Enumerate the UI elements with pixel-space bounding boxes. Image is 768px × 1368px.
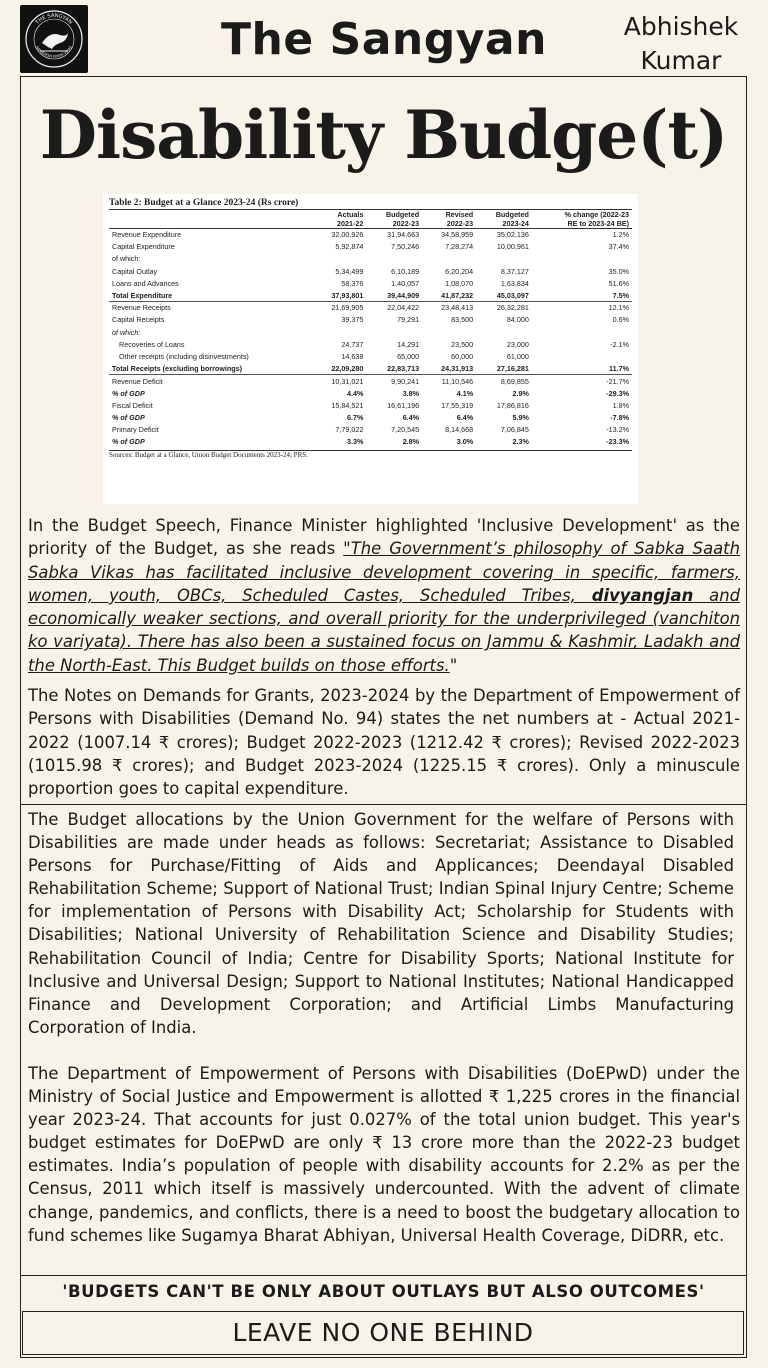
table-row bbox=[109, 411, 632, 423]
table-row bbox=[109, 338, 632, 350]
table-cell: 45,03,097 bbox=[496, 290, 529, 300]
table-cell: 17,86,816 bbox=[496, 400, 529, 410]
table-row bbox=[109, 363, 632, 375]
page-headline: Disability Budge(t) bbox=[39, 96, 728, 174]
table-cell bbox=[532, 350, 632, 362]
table-cell: 35.0% bbox=[608, 266, 629, 276]
table-cell bbox=[532, 253, 632, 265]
column-header-line-1: Actuals bbox=[337, 210, 364, 219]
table-cell: 24,31,913 bbox=[441, 363, 474, 373]
table-row-label: Other receipts (including disinvestments) bbox=[119, 351, 249, 361]
table-cell: 21,69,905 bbox=[331, 303, 364, 313]
table-cell: -2.1% bbox=[610, 339, 629, 349]
table-cell: 8,14,668 bbox=[445, 425, 474, 435]
table-cell: -29.3% bbox=[606, 388, 629, 398]
demands-for-grants-paragraph: The Notes on Demands for Grants, 2023-2024 by the Department of Empowerment of Persons with Disabilities (Demand No. 94) states the net numbers at - Actual 2021-2022 (1007.14 ₹ crores); Budget 2022-2023 (1212.42 ₹ crores); Revised 2022-2023 (1015.98 ₹ crores); and Budget 2023-2024 (1225.15 ₹ crores). Only a minuscule proportion goes to capital expenditure. bbox=[28, 686, 740, 799]
logo-tagline: SAMAVESH NYAYA VIKAS bbox=[34, 45, 74, 59]
table-cell: 41,87,232 bbox=[441, 290, 474, 300]
speech-quote bbox=[28, 539, 740, 674]
table-cell: 24,737 bbox=[341, 339, 364, 349]
slogan: 'BUDGETS CAN'T BE ONLY ABOUT OUTLAYS BUT ALSO OUTCOMES' bbox=[62, 1282, 705, 1301]
table-cell: 61,000 bbox=[506, 351, 529, 361]
table-cell: -7.8% bbox=[610, 412, 629, 422]
table-cell bbox=[366, 326, 422, 338]
speech-quote-bold: divyangjan bbox=[591, 585, 694, 605]
table-cell: 14,291 bbox=[397, 339, 420, 349]
table-row-label: Primary Deficit bbox=[112, 425, 159, 435]
table-cell: 6,10,189 bbox=[391, 266, 420, 276]
table-cell bbox=[366, 253, 422, 265]
table-column-header bbox=[312, 210, 366, 229]
table-cell: 84,000 bbox=[506, 315, 529, 325]
table-cell: 3.0% bbox=[456, 437, 474, 447]
table-row-label: of which: bbox=[112, 327, 141, 337]
table-cell: 9,90,241 bbox=[391, 376, 420, 386]
table-cell: 5.9% bbox=[512, 412, 529, 422]
table-cell: 12.1% bbox=[608, 303, 629, 313]
speech-closing-quote: " bbox=[449, 655, 458, 675]
table-column-header bbox=[109, 210, 312, 229]
table-row bbox=[109, 424, 632, 436]
table-cell: 8,37,127 bbox=[500, 266, 529, 276]
table-cell: 58,376 bbox=[341, 278, 364, 288]
table-row-label: % of GDP bbox=[112, 388, 145, 398]
table-cell: 2.9% bbox=[512, 388, 529, 398]
table-cell: 5,34,499 bbox=[335, 266, 364, 276]
table-cell: 1,40,057 bbox=[391, 278, 420, 288]
budget-speech-paragraph bbox=[28, 514, 740, 677]
table-cell: 1,63,834 bbox=[500, 278, 529, 288]
table-cell: 3.3% bbox=[346, 437, 364, 447]
author-last-name: Kumar bbox=[640, 46, 722, 75]
author-first-name: Abhishek bbox=[623, 12, 739, 41]
table-cell: 14,638 bbox=[341, 351, 364, 361]
table-row-label: Revenue Deficit bbox=[112, 376, 163, 386]
table-cell: 4.4% bbox=[346, 388, 364, 398]
table-cell: 6.4% bbox=[456, 412, 474, 422]
column-header-line-2: 2022-23 bbox=[392, 219, 420, 228]
table-cell: 83,500 bbox=[451, 315, 474, 325]
allocation-heads-paragraph: The Budget allocations by the Union Government for the welfare of Persons with Disabilities are made under heads as follows: Secretariat; Assistance to Disabled Persons for Purchase/Fitting of Aids and Applicances; Deendayal Disabled Rehabilitation Scheme; Support of National Trust; Indian Spinal Injury Centre; Scheme for implementation of Persons with Disability Act; Scholarship for Students with Disabilities; National University of Rehabilitation Science and Disability Studies; Rehabilitation Council of India; Centre for Disability Sports; National Institute for Inclusive and Universal Design; Support to National Institutes; National Handicapped Finance and Development Corporation; and Artificial Limbs Manufacturing Corporation of India. bbox=[28, 810, 734, 1037]
table-cell: 1,08,070 bbox=[445, 278, 474, 288]
table-row-label: Total Receipts (excluding borrowings) bbox=[112, 363, 243, 373]
table-cell: 37,93,801 bbox=[331, 290, 364, 300]
table-cell bbox=[312, 326, 366, 338]
table-cell bbox=[312, 253, 366, 265]
table-cell: -23.3% bbox=[606, 437, 629, 447]
table-cell: -21.7% bbox=[606, 376, 629, 386]
speech-intro: In the Budget Speech, Finance Minister highlighted 'Inclusive Development' as the priority of the Budget, as she reads bbox=[28, 516, 740, 559]
table-cell: -13.2% bbox=[606, 425, 629, 435]
table-cell: 8,69,855 bbox=[500, 376, 529, 386]
table-cell bbox=[422, 253, 476, 265]
table-row bbox=[109, 277, 632, 289]
table-cell: 22,83,713 bbox=[387, 363, 420, 373]
table-cell: 39,375 bbox=[341, 315, 364, 325]
table-row-label: Total Expenditure bbox=[112, 290, 173, 300]
table-cell: 35,02,136 bbox=[496, 230, 529, 240]
table-row-label: of which: bbox=[112, 254, 141, 264]
brand-title: The Sangyan bbox=[221, 14, 547, 65]
table-column-header bbox=[366, 210, 422, 229]
table-cell: 7,06,845 bbox=[500, 425, 529, 435]
column-header-line-2: 2022-23 bbox=[446, 219, 474, 228]
table-cell: 51.6% bbox=[608, 278, 629, 288]
column-header-line-2: 2023-24 bbox=[502, 219, 529, 228]
table-row-label: Revenue Expenditure bbox=[112, 230, 182, 240]
table-cell: 0.6% bbox=[612, 315, 629, 325]
table-cell: 23,500 bbox=[451, 339, 474, 349]
table-row bbox=[109, 399, 632, 411]
table-cell bbox=[476, 253, 532, 265]
logo-text: THE SANGYAN bbox=[34, 12, 74, 26]
table-cell bbox=[476, 326, 532, 338]
table-cell: 16,61,196 bbox=[387, 400, 420, 410]
table-column-header bbox=[532, 210, 632, 229]
table-cell: 2.8% bbox=[402, 437, 420, 447]
table-cell: 37.4% bbox=[608, 242, 629, 252]
column-header-line-1: % change (2022-23 bbox=[564, 210, 629, 219]
table-cell: 22,09,280 bbox=[331, 363, 364, 373]
table-row bbox=[109, 241, 632, 253]
table-cell: 6,20,204 bbox=[445, 266, 474, 276]
table-title: Table 2: Budget at a Glance 2023-24 (Rs crore) bbox=[109, 198, 299, 208]
table-cell: 5,92,874 bbox=[335, 242, 364, 252]
table-row-label: % of GDP bbox=[112, 412, 145, 422]
table-cell: 1.2% bbox=[612, 230, 629, 240]
table-row bbox=[109, 436, 632, 448]
table-row-label: % of GDP bbox=[112, 437, 145, 447]
table-cell: 10,31,021 bbox=[331, 376, 364, 386]
table-column-header bbox=[422, 210, 476, 229]
table-row-label: Capital Receipts bbox=[112, 315, 165, 325]
table-cell: 22,04,422 bbox=[387, 303, 420, 313]
table-row bbox=[109, 375, 632, 387]
table-cell: 7,20,545 bbox=[391, 425, 420, 435]
table-cell: 23,48,413 bbox=[441, 303, 474, 313]
table-row-label: Capital Expenditure bbox=[112, 242, 175, 252]
table-cell: 4.1% bbox=[456, 388, 474, 398]
table-row bbox=[109, 229, 632, 241]
table-cell: 10,00,961 bbox=[496, 242, 529, 252]
doepwd-allocation-paragraph: The Department of Empowerment of Persons with Disabilities (DoEPwD) under the Ministry of Social Justice and Empowerment is allotted ₹ 1,225 crores in the financial year 2023-24. That accounts for just 0.027% of the total union budget. This year's budget estimates for DoEPwD are only ₹ 13 crore more than the 2022-23 budget estimates. India’s population of people with disability accounts for 2.2% as per the Census, 2011 which itself is massively undercounted. With the advent of climate change, pandemics, and conflicts, there is a need to boost the budgetary allocation to fund schemes like Sugamya Bharat Abhiyan, Universal Health Coverage, DiDRR, etc. bbox=[28, 1064, 740, 1245]
table-cell: 7,79,022 bbox=[335, 425, 364, 435]
table-cell: 17,55,319 bbox=[441, 400, 474, 410]
column-header-line-1: Budgeted bbox=[385, 210, 420, 219]
divider bbox=[20, 804, 747, 805]
table-row bbox=[109, 253, 632, 265]
table-cell: 11,10,546 bbox=[441, 376, 474, 386]
table-row-label: Recoveries of Loans bbox=[119, 339, 185, 349]
column-header-line-2: RE to 2023-24 BE) bbox=[567, 219, 629, 228]
table-row bbox=[109, 350, 632, 362]
table-cell: 7,50,246 bbox=[391, 242, 420, 252]
table-cell: 60,000 bbox=[451, 351, 474, 361]
table-cell: 23,000 bbox=[506, 339, 529, 349]
table-cell: 11.7% bbox=[609, 363, 629, 373]
table-column-header bbox=[476, 210, 532, 229]
table-cell: 79,291 bbox=[397, 315, 420, 325]
table-cell: 34,58,959 bbox=[441, 230, 474, 240]
table-cell: 65,000 bbox=[397, 351, 420, 361]
table-row bbox=[109, 302, 632, 314]
table-row-label: Fiscal Deficit bbox=[112, 400, 153, 410]
table-cell: 7.5% bbox=[612, 290, 629, 300]
table-cell bbox=[422, 326, 476, 338]
author-name bbox=[616, 10, 746, 78]
table-cell: 7,28,274 bbox=[445, 242, 474, 252]
footer-banner: LEAVE NO ONE BEHIND bbox=[22, 1311, 744, 1355]
table-source: Sources: Budget at a Glance, Union Budget Documents 2023-24; PRS. bbox=[109, 450, 632, 459]
table-row-label: Loans and Advances bbox=[112, 278, 179, 288]
table-cell: 1.8% bbox=[612, 400, 629, 410]
table-row bbox=[109, 314, 632, 326]
table-cell bbox=[532, 326, 632, 338]
speech-quote-start: "The Government’s philosophy of Sabka Saath Sabka Vikas has facilitated inclusive development covering in specific, farmers, women, youth, OBCs, Scheduled Castes, Scheduled Tribes, bbox=[28, 539, 740, 605]
table-row-label: Revenue Receipts bbox=[112, 303, 171, 313]
table-cell: 15,84,521 bbox=[331, 400, 364, 410]
table-cell: 26,32,281 bbox=[496, 303, 529, 313]
table-cell: 27,16,281 bbox=[496, 363, 529, 373]
speech-quote-end: and economically weaker sections, and overall priority for the underprivileged (vanchiton ko variyata). There has also been a sustained focus on Jammu & Kashmir, Ladakh and the North-East. This Budget builds on those efforts. bbox=[28, 585, 740, 675]
table-cell: 6.7% bbox=[346, 412, 364, 422]
table-cell: 39,44,909 bbox=[387, 290, 420, 300]
table-row bbox=[109, 326, 632, 338]
column-header-line-1: Budgeted bbox=[495, 210, 529, 219]
divider bbox=[20, 1275, 747, 1276]
budget-table bbox=[109, 209, 632, 448]
table-row-label: Capital Outlay bbox=[112, 266, 158, 276]
budget-table-image bbox=[103, 194, 638, 504]
table-header-row bbox=[109, 210, 632, 229]
table-cell: 2.3% bbox=[512, 437, 529, 447]
table-row bbox=[109, 387, 632, 399]
table-cell: 32,00,926 bbox=[331, 230, 364, 240]
table-cell: 31,94,663 bbox=[387, 230, 420, 240]
table-row bbox=[109, 289, 632, 301]
table-row bbox=[109, 265, 632, 277]
table-cell: 3.8% bbox=[402, 388, 420, 398]
column-header-line-1: Revised bbox=[445, 210, 474, 219]
table-cell: 6.4% bbox=[402, 412, 420, 422]
column-header-line-2: 2021-22 bbox=[336, 219, 364, 228]
